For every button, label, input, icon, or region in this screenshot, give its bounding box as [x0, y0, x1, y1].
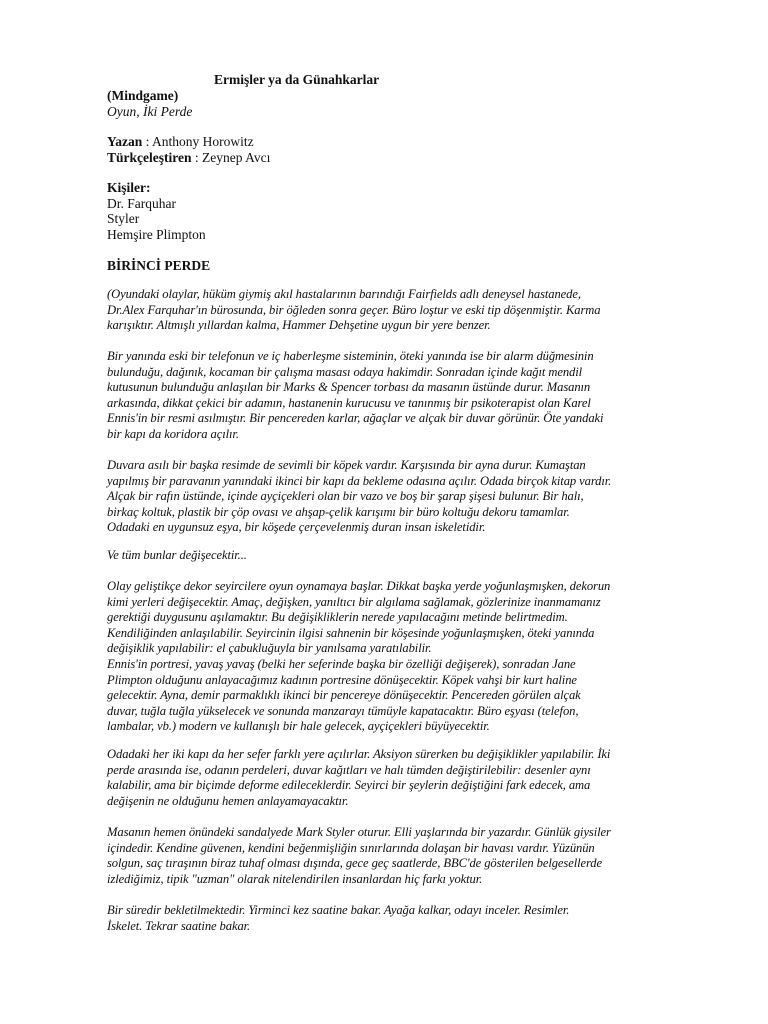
author-value: : Anthony Horowitz	[142, 134, 254, 149]
header-block	[107, 88, 697, 119]
paragraph-line: (Oyundaki olaylar, hüküm giymiş akıl hastalarının barındığı Fairfields adlı deneysel hastanede,	[107, 287, 581, 301]
stage-paragraph-1	[107, 287, 707, 334]
character-item: Hemşire Plimpton	[107, 226, 206, 242]
paragraph-line: duvar, tuğla tuğla yükselecek ve sonunda manzarayı tümüyle kapatacaktır. Büro eşyası (telefon,	[107, 703, 579, 718]
paragraph-line: Dr.Alex Farquhar'ın bürosunda, bir öğleden sonra geçer. Büro loştur ve eski tip döşenmiştir. Karma	[107, 302, 601, 317]
paragraph-line: Ennis'in portresi, yavaş yavaş (belki her seferinde başka bir özelliği değişerek), sonradan Jane	[107, 656, 576, 671]
stage-paragraph-8	[107, 903, 707, 934]
characters-label: Kişiler:	[107, 180, 151, 195]
paragraph-line: değişiklik yapılabilir: el çabukluğuyla bir yanılsama yaratılabilir.	[107, 641, 432, 656]
paragraph-line: bir kapı da koridora açılır.	[107, 426, 239, 441]
paragraph-line: Ennis'in bir resmi asılmıştır. Bir pencereden karlar, ağaçlar ve alçak bir duvar görünür. Öte yandaki	[107, 411, 604, 426]
paragraph-line: Ve tüm bunlar değişecektir...	[107, 548, 247, 562]
paragraph-line: Kendiliğinden anlaşılabilir. Seyircinin ilgisi sahnenin bir köşesinde yoğunlaşmışken, öteki yanında	[107, 625, 595, 640]
paragraph-line: perde arasında ise, odanın perdeleri, duvar kağıtları ve halı tümden değiştirilebilir: desenler aynı	[107, 762, 591, 777]
paragraph-line: Alçak bir rafın üstünde, içinde ayçiçekleri olan bir vazo ve boş bir şarap şişesi bulunur. Bir halı,	[107, 489, 584, 504]
stage-paragraph-6	[107, 747, 707, 809]
play-subtitle: (Mindgame)	[107, 88, 179, 103]
paragraph-line: gerektiği duygusunu aşılamaktır. Bu değişikliklerin nerede yapılacağını metinde belirtmedim.	[107, 610, 568, 625]
play-title: Ermişler ya da Günahkarlar	[214, 72, 380, 87]
translator-value: : Zeynep Avcı	[191, 149, 271, 165]
paragraph-line: karışıktır. Altmışlı yıllardan kalma, Hammer Dehşetine uygun bir yere benzer.	[107, 318, 491, 333]
paragraph-line: Odadaki her iki kapı da her sefer farklı yere açılırlar. Aksiyon sürerken bu değişiklikler yapılabilir. İki	[107, 747, 611, 761]
credits-block	[107, 134, 697, 165]
paragraph-line: içindedir. Kendine güvenen, kendini beğenmişliğin sınırlarında dolaşan bir havası vardır. Yüzünün	[107, 840, 595, 855]
play-genre: Oyun, İki Perde	[107, 103, 193, 119]
author-line	[107, 134, 697, 150]
stage-paragraph-4	[107, 548, 707, 564]
act-heading: BİRİNCİ PERDE	[107, 258, 211, 273]
paragraph-line: Bir süredir bekletilmektedir. Yirminci kez saatine bakar. Ayağa kalkar, odayı inceler. Resimler.	[107, 903, 570, 917]
character-item: Dr. Farquhar	[107, 195, 176, 211]
paragraph-line: lambalar, vb.) modern ve kullanışlı bir hale gelecek, ayçiçekleri büyüyecektir.	[107, 719, 490, 734]
paragraph-line: kutusunun bulunduğu anlaşılan bir Marks & Spencer torbası da masanın üstünde durur. Masanın	[107, 380, 591, 395]
character-item: Styler	[107, 211, 140, 227]
paragraph-line: İskelet. Tekrar saatine bakar.	[107, 918, 251, 933]
paragraph-line: gelecektir. Ayna, demir parmaklıklı ikinci bir pencereye dönüşecektir. Pencereden görülen alçak	[107, 688, 581, 703]
translator-label: Türkçeleştiren	[107, 149, 192, 165]
paragraph-line: solgun, saç tıraşının biraz tuhaf olması dışında, gece geç saatlerde, BBC'de gösterilen belgesellerde	[107, 856, 602, 871]
paragraph-line: Olay geliştikçe dekor seyircilere oyun oynamaya başlar. Dikkat başka yerde yoğunlaşmışken, dekorun	[107, 579, 611, 593]
stage-paragraph-7	[107, 825, 707, 887]
paragraph-line: Masanın hemen önündeki sandalyede Mark Styler oturur. Elli yaşlarında bir yazardır. Günlük giysiler	[107, 825, 611, 839]
paragraph-line: değişenin ne olduğunu hemen anlayamayacaktır.	[107, 793, 349, 808]
paragraph-line: bulunduğu, dağınık, kocaman bir çalışma masası odaya hakimdir. Sonradan içinde kağıt mendil	[107, 364, 583, 379]
paragraph-line: yapılmış bir paravanın yanındaki ikinci bir kapı da bekleme odasına açılır. Odada birçok kitap vardır.	[107, 473, 612, 488]
paragraph-line: kalabilir, ama bir biçimde deforme edileceklerdir. Seyirci bir şeylerin değiştiğini fark edecek, ama	[107, 778, 591, 793]
paragraph-line: Duvara asılı bir başka resimde de sevimli bir köpek vardır. Karşısında bir ayna durur. Kumaştan	[107, 458, 586, 472]
translator-line	[107, 150, 697, 166]
paragraph-line: Bir yanında eski bir telefonun ve iç haberleşme sisteminin, öteki yanında ise bir alarm düğmesinin	[107, 349, 594, 363]
paragraph-line: birkaç koltuk, plastik bir çöp ovası ve ahşap-çelik karışımı bir büro koltuğu dekoru tamamlar.	[107, 504, 570, 519]
paragraph-line: Odadaki en uygunsuz eşya, bir köşede çerçevelenmiş duran insan iskeletidir.	[107, 520, 486, 535]
paragraph-line: kimi yerleri değişecektir. Amaç, değişken, yanıltıcı bir algılama sağlamak, gözlerinize inanmamanız	[107, 594, 601, 609]
characters-block	[107, 180, 697, 242]
paragraph-line: Plimpton olduğunu anlayacağımız kadının portresine dönüşecektir. Köpek vahşi bir kurt haline	[107, 672, 577, 687]
stage-paragraph-5	[107, 579, 707, 735]
paragraph-line: izlediğimiz, tipik "uzman" olarak nitelendirilen insanlardan hiç farkı yoktur.	[107, 871, 483, 886]
author-label: Yazan	[107, 134, 143, 149]
paragraph-line: arkasında, dikkat çekici bir adamın, hastanenin kurucusu ve tanınmış bir psikoterapist olan Karel	[107, 395, 591, 410]
stage-paragraph-3	[107, 458, 707, 536]
stage-paragraph-2	[107, 349, 707, 443]
